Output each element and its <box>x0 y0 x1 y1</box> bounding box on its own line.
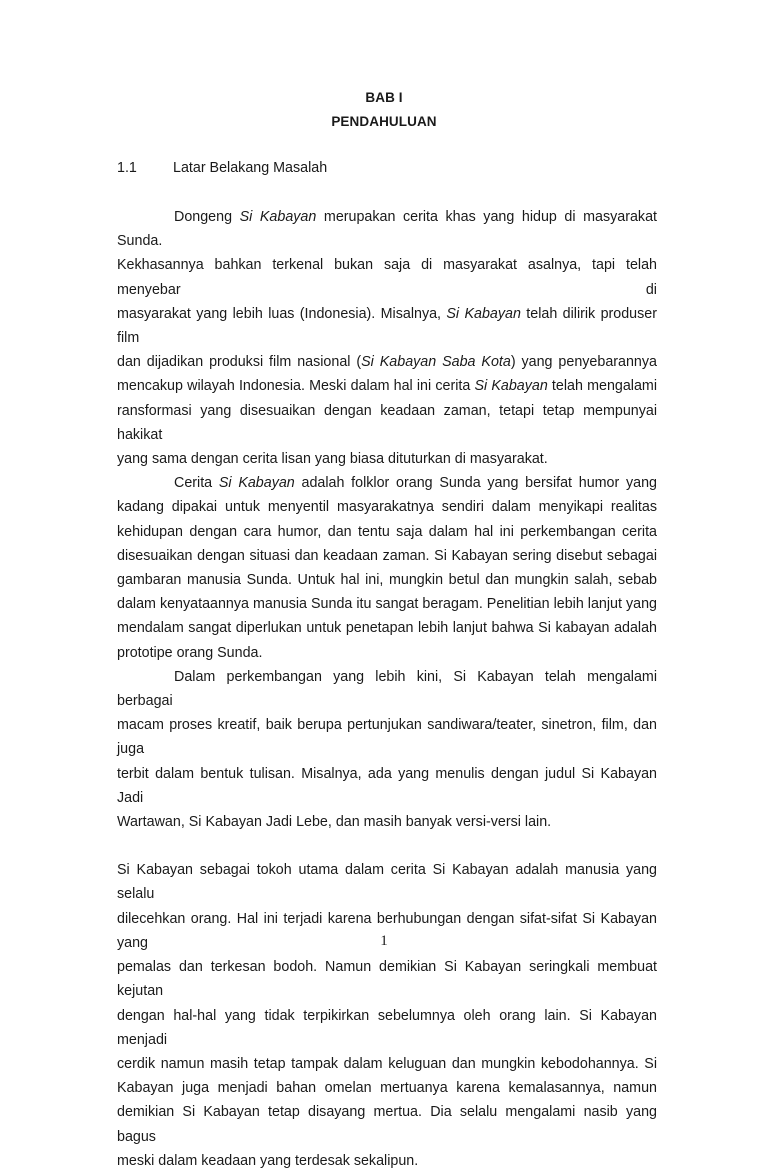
text-line: dalam kenyataannya manusia Sunda itu sangat beragam. Penelitian lebih lanjut yang <box>117 596 657 613</box>
text-line: disesuaikan dengan situasi dan keadaan zaman. Si Kabayan sering disebut sebagai <box>117 547 657 564</box>
text-line: kehidupan dengan cara humor, dan tentu saja dalam hal ini perkembangan cerita <box>117 523 657 540</box>
text-line: Dongeng Si Kabayan merupakan cerita khas yang hidup di masyarakat Sunda. <box>117 209 658 250</box>
body-text <box>117 205 657 1173</box>
paragraph <box>117 665 657 834</box>
text-line: meski dalam keadaan yang terdesak sekalipun. <box>117 1152 419 1169</box>
text-line: pemalas dan terkesan bodoh. Namun demikian Si Kabayan seringkali membuat kejutan <box>117 959 657 1000</box>
text-line: masyarakat yang lebih luas (Indonesia). Misalnya, Si Kabayan telah dilirik produser film <box>117 305 657 347</box>
text-line: dan dijadikan produksi film nasional (Si Kabayan Saba Kota) yang penyebarannya <box>117 354 657 371</box>
text-line: Dalam perkembangan yang lebih kini, Si Kabayan telah mengalami berbagai <box>117 668 657 710</box>
text-line: ransformasi yang disesuaikan dengan keadaan zaman, tetapi tetap mempunyai hakikat <box>117 402 657 443</box>
text-line: Kabayan juga menjadi bahan omelan mertuanya karena kemalasannya, namun <box>117 1080 657 1097</box>
text-line: cerdik namun masih tetap tampak dalam keluguan dan mungkin kebodohannya. Si <box>117 1055 657 1072</box>
text-line: mendalam sangat diperlukan untuk penetapan lebih lanjut bahwa Si kabayan adalah <box>117 620 657 637</box>
text-line: kadang dipakai untuk menyentil masyarakatnya sendiri dalam menyikapi realitas <box>117 499 657 516</box>
italic-title: Si Kabayan <box>446 305 521 322</box>
italic-title: Si Kabayan Saba Kota <box>361 354 511 371</box>
text-line: demikian Si Kabayan tetap disayang mertua. Dia selalu mengalami nasib yang bagus <box>117 1104 657 1145</box>
section-title: Latar Belakang Masalah <box>173 160 328 176</box>
text-line: Cerita Si Kabayan adalah folklor orang Sunda yang bersifat humor yang <box>174 475 658 492</box>
text-line: mencakup wilayah Indonesia. Meski dalam hal ini cerita Si Kabayan telah mengalami <box>117 378 658 395</box>
text-line: macam proses kreatif, baik berupa pertunjukan sandiwara/teater, sinetron, film, dan juga <box>117 717 657 758</box>
text-line: terbit dalam bentuk tulisan. Misalnya, ada yang menulis dengan judul Si Kabayan Jadi <box>117 765 657 806</box>
chapter-title: PENDAHULUAN <box>331 114 437 129</box>
chapter-number: BAB I <box>365 90 403 105</box>
paragraph <box>117 471 657 665</box>
italic-title: Si Kabayan <box>474 378 548 395</box>
text-line: Si Kabayan sebagai tokoh utama dalam cerita Si Kabayan adalah manusia yang selalu <box>117 862 657 903</box>
text-line: dengan hal-hal yang tidak terpikirkan sebelumnya oleh orang lain. Si Kabayan menjadi <box>117 1007 657 1048</box>
page-number: 1 <box>380 933 388 949</box>
section-heading <box>117 159 327 177</box>
text-line: gambaran manusia Sunda. Untuk hal ini, mungkin betul dan mungkin salah, sebab <box>117 572 657 589</box>
italic-title: Si Kabayan <box>218 475 295 492</box>
italic-title: Si Kabayan <box>239 209 317 225</box>
text-line: dilecehkan orang. Hal ini terjadi karena berhubungan dengan sifat-sifat Si Kabayan yang <box>117 910 657 951</box>
text-line: Kekhasannya bahkan terkenal bukan saja di masyarakat asalnya, tapi telah menyebar di <box>117 257 657 298</box>
paragraph <box>117 205 657 471</box>
text-line: yang sama dengan cerita lisan yang biasa dituturkan di masyarakat. <box>117 451 548 468</box>
text-line: Wartawan, Si Kabayan Jadi Lebe, dan masih banyak versi-versi lain. <box>117 814 552 831</box>
text-line: prototipe orang Sunda. <box>117 644 263 661</box>
paragraph <box>117 858 657 1173</box>
section-number: 1.1 <box>117 160 137 176</box>
